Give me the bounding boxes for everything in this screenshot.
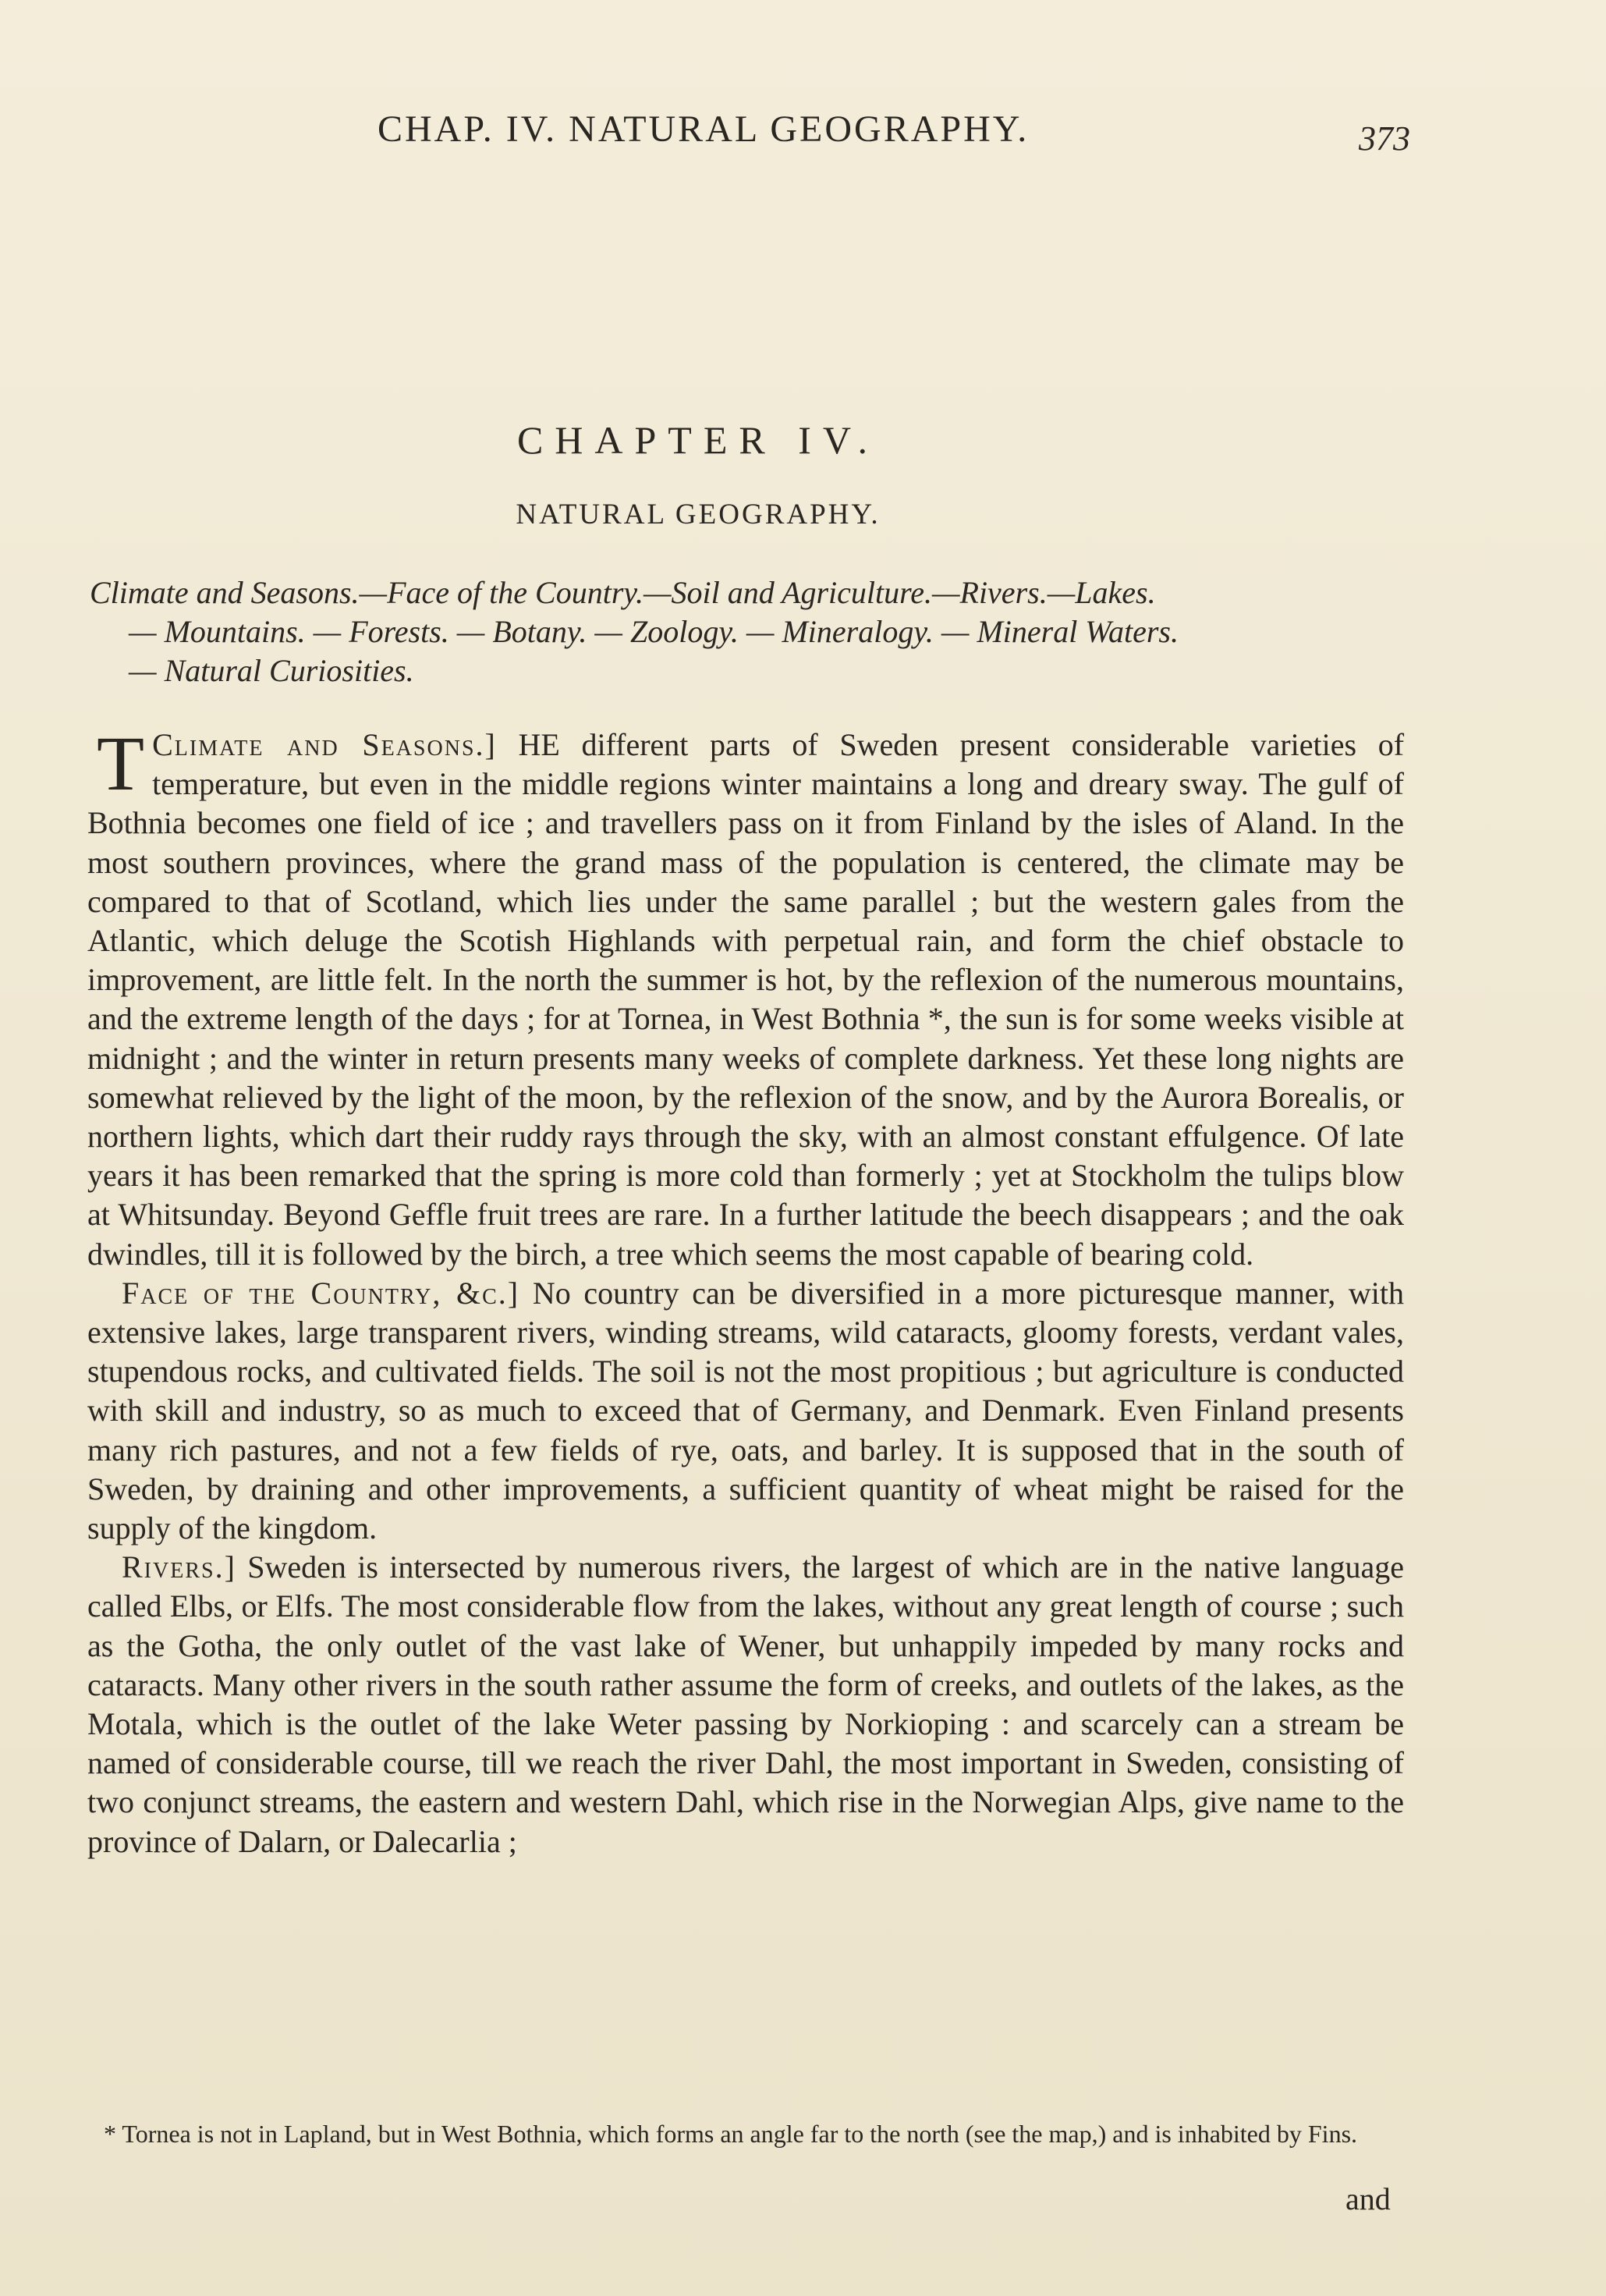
contents-line: Climate and Seasons.—Face of the Country.—Soil and Agriculture.—Rivers.—Lakes.	[90, 575, 1156, 610]
footnote-text: * Tornea is not in Lapland, but in West Bothnia, which forms an angle far to the north (see the map,) and is inhabited by Fins.	[104, 2120, 1358, 2148]
section-heading: Face of the Country, &c.]	[122, 1275, 520, 1311]
paragraph-text: No country can be diversified in a more picturesque manner, with extensive lakes, large transparent rivers, winding streams, wild cataracts, gloomy forests, verdant vales, stupendous rocks, and cultivated fields. The soil is not the most propitious ; but agriculture is conducted with skill and industry, so as much to exceed that of Germany, and Denmark. Even Finland presents many rich pastures, and not a few fields of rye, oats, and barley. It is supposed that in the south of Sweden, by draining and other improvements, a sufficient quantity of wheat might be raised for the supply of the kingdom.	[87, 1275, 1405, 1546]
paragraph-climate	[87, 720, 1405, 1274]
section-heading: Climate and Seasons.]	[152, 727, 497, 762]
section-heading: Rivers.]	[122, 1549, 236, 1585]
contents-line: — Natural Curiosities.	[129, 653, 414, 688]
catchword: and	[1345, 2181, 1391, 2216]
chapter-title: CHAPTER IV.	[516, 418, 880, 462]
paragraph-face-of-country	[87, 1274, 1404, 1548]
page-number: 373	[1359, 119, 1410, 158]
running-head: CHAP. IV. NATURAL GEOGRAPHY.	[378, 108, 1030, 150]
chapter-subtitle: NATURAL GEOGRAPHY.	[516, 499, 881, 531]
chapter-contents	[90, 573, 1408, 690]
body-text	[87, 720, 1405, 1861]
footnote	[69, 2116, 1426, 2152]
paragraph-text: HE different parts of Sweden present considerable varieties of temperature, but even in the middle regions winter maintains a long and dreary sway. The gulf of Bothnia becomes one field of ice ; and travellers pass on it from Finland by the isles of Aland. In the most southern provinces, where the grand mass of the population is centered, the climate may be compared to that of Scotland, which lies under the same parallel ; but the western gales from the Atlantic, which deluge the Scotish Highlands with perpetual rain, and form the chief obstacle to improvement, are little felt. In the north the summer is hot, by the reflexion of the numerous mountains, and the extreme length of the days ; for at Tornea, in West Bothnia *, the sun is for some weeks visible at midnight ; and the winter in return presents many weeks of complete darkness. Yet these long nights are somewhat relieved by the light of the moon, by the reflexion of the snow, and by the Aurora Borealis, or northern lights, which dart their ruddy rays through the sky, with an almost constant effulgence. Of late years it has been remarked that the spring is more cold than formerly ; yet at Stockholm the tulips blow at Whitsunday. Beyond Geffle fruit trees are rare. In a further latitude the beech disappears ; and the oak dwindles, till it is followed by the birch, a tree which seems the most capable of bearing cold.	[87, 727, 1405, 1272]
contents-line: — Mountains. — Forests. — Botany. — Zoology. — Mineralogy. — Mineral Waters.	[129, 614, 1179, 649]
paragraph-rivers	[87, 1548, 1404, 1861]
drop-cap: T	[97, 720, 145, 807]
paragraph-text: Sweden is intersected by numerous rivers, the largest of which are in the native language called Elbs, or Elfs. The most considerable flow from the lakes, without any great length of course ; such as the Gotha, the only outlet of the vast lake of Wener, but unhappily impeded by many rocks and cataracts. Many other rivers in the south rather assume the form of creeks, and outlets of the lakes, as the Motala, which is the outlet of the lake Weter passing by Norkioping : and scarcely can a stream be named of considerable course, till we reach the river Dahl, the most important in Sweden, consisting of two conjunct streams, the eastern and western Dahl, which rise in the Norwegian Alps, give name to the province of Dalarn, or Dalecarlia ;	[87, 1549, 1405, 1859]
